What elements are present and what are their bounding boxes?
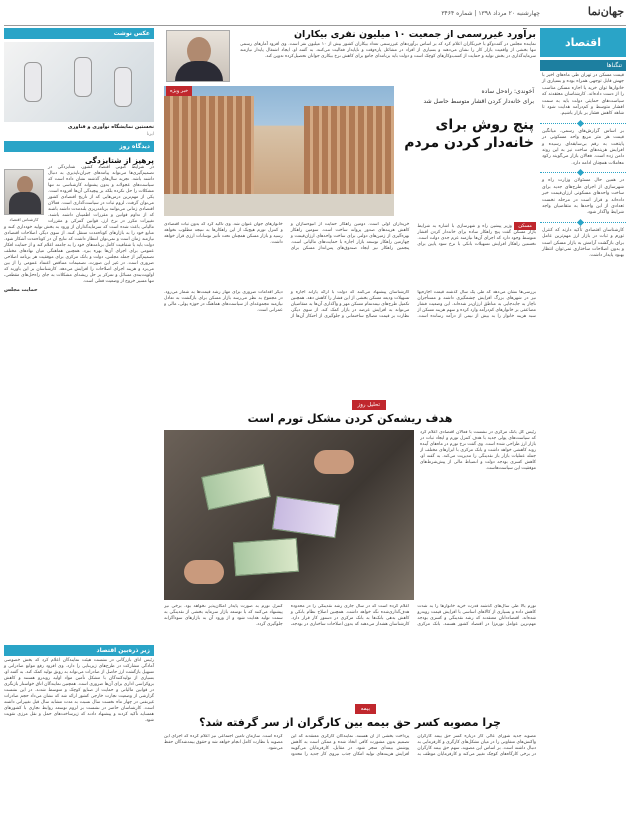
insurance-label: بیمه	[355, 704, 376, 714]
inflation-side-text: رئیس کل بانک مرکزی در نشست با فعالان اقتصادی اعلام کرد که سیاست‌های پولی جدید با هدف کنترل تورم و ایجاد ثبات در بازار ارز طراحی شده است. وی گفت نرخ تورم در ماه‌های آینده روند کاهشی خواهد داشت و بانک مرکزی با ابزارهای مختلف از جمله عملیات بازار باز نقدینگی را مدیریت می‌کند. به گفته او، کاهش کسری بودجه دولت و انضباط مالی از پیش‌شرط‌های موفقیت این سیاست‌هاست.	[420, 430, 536, 471]
author-photo	[4, 169, 44, 215]
building-left	[164, 96, 254, 196]
opinion-signoff: حمایت مجلس	[4, 287, 38, 293]
divider	[540, 172, 626, 173]
housing-followup	[164, 290, 536, 398]
opinion-body-text: در شرایط کنونی اقتصاد کشور، شتابزدگی در تصمیم‌گیری‌ها می‌تواند پیامدهای جبران‌ناپذیری به دنبال داشته باشد. تجربه سال‌های گذشته نشان داده است که سیاست‌های عجولانه و بدون پشتوانه کارشناسی نه تنها مشکلات را حل نکرده بلکه بر پیچیدگی آن‌ها افزوده است. یکی از مهم‌ترین درس‌هایی که از تاریخ اقتصادی کشور می‌توان گرفت، لزوم ثبات در سیاست‌گذاری است. فعالان اقتصادی زمانی می‌توانند برنامه‌ریزی بلندمدت داشته باشند که از تداوم قوانین و مقررات اطمینان داشته باشند. تغییرات مکرر در نرخ ارز، قوانین گمرکی و مقررات مالیاتی باعث شده است که سرمایه‌گذاران از ورود به بخش تولید خودداری کنند و منابع خود را به بازارهای کوتاه‌مدت منتقل کنند. از سوی دیگر، اصلاحات اقتصادی نیازمند زمان است و نمی‌توان انتظار داشت که نتایج آن در کوتاه‌مدت آشکار شود. دولت باید با شفافیت کامل برنامه‌های خود را به جامعه اعلام کند و از حمایت افکار عمومی برای اجرای آن‌ها بهره ببرد. همچنین هماهنگی میان نهادهای مختلف تصمیم‌گیر از جمله مجلس، دولت و بانک مرکزی برای موفقیت هر برنامه اصلاحی ضروری است. در غیر این صورت، تصمیمات متناقض اعتماد عمومی را از بین می‌برد و هزینه اجرای اصلاحات را افزایش می‌دهد. کارشناسان بر این باورند که اولویت‌بندی مسائل و تمرکز بر حل ریشه‌ای مشکلات به جای راه‌حل‌های مقطعی، تنها مسیر خروج از وضعیت فعلی است.	[4, 165, 154, 284]
hero-body	[164, 222, 536, 286]
divider	[540, 222, 626, 223]
banknote	[201, 464, 271, 511]
robot	[114, 67, 132, 107]
photo-credit: ایرنا	[146, 132, 154, 137]
hero-title: پنج روش برای خانه‌دار کردن مردم	[404, 117, 534, 151]
top-story-body: نماینده مجلس در گفت‌وگو با خبرنگاران اعلام کرد که بر اساس برآوردهای غیررسمی تعداد بیکاران کشور بیش از ۱۰ میلیون نفر است. وی افزود آمارهای رسمی تنها بخشی از واقعیت بازار کار را نشان می‌دهند و بسیاری از افراد در مشاغل پاره‌وقت و ناپایدار فعالیت می‌کنند. به گفته او، ایجاد اشتغال پایدار نیازمند سرمایه‌گذاری در بخش تولید و حمایت از کسب‌وکارهای کوچک است و دولت باید برنامه‌ای جامع برای کاهش نرخ بیکاری جوانان تحصیل‌کرده تدوین کند.	[240, 42, 536, 59]
top-story	[164, 28, 536, 84]
inflation-label: تحلیل روز	[352, 400, 386, 410]
portrait-suit	[175, 61, 223, 82]
hero-body-text: وزیر پیشین راه و شهرسازی با اشاره به شرایط بازار مسکن گفت پنج راهکار ساده برای خانه‌دار کردن اقشار متوسط وجود دارد که اجرای آن‌ها نیازمند عزم جدی دولت است. نخستین راهکار افزایش تسهیلات بانکی با نرخ سود پایین برای خریداران اولی است. دومین راهکار حمایت از انبوه‌سازان و کاهش هزینه‌های صدور پروانه ساخت است. سومین راهکار بهره‌گیری از زمین‌های دولتی برای ساخت واحدهای ارزان‌قیمت و چهارمین راهکار توسعه بازار اجاره با حمایت‌های مالیاتی است. پنجمین راهکار نیز ایجاد صندوق‌های پس‌انداز مسکن برای خانوارهای جوان عنوان شد. وی تأکید کرد که بدون ثبات اقتصادی و کنترل تورم هیچ‌یک از این راهکارها به نتیجه مطلوب نخواهد رسید و بازار مسکن همچنان تحت تأثیر نوسانات ارزی قرار خواهد داشت.	[164, 222, 536, 251]
road	[164, 194, 394, 216]
right-paragraph: قیمت مسکن در تهران طی ماه‌های اخیر با جهش قابل توجهی همراه بوده و بسیاری از خانوارها توان خرید یا اجاره مسکن مناسب را از دست داده‌اند. کارشناسان معتقدند که سیاست‌های حمایتی دولت باید به سمت اقشار متوسط و کم‌درآمد هدایت شود تا شاهد کاهش فشار بر بازار باشیم.	[542, 73, 624, 117]
opinion-section-head: دیدگاه روز	[4, 141, 154, 152]
hero-story	[164, 86, 536, 286]
author-name: کارشناس اقتصاد	[9, 217, 39, 222]
news-body: رئیس اتاق بازرگانی در نشست هیئت نمایندگان اعلام کرد که بخش خصوصی آمادگی مشارکت در طرح‌های زیربنایی را دارد. وی افزود رفع موانع صادراتی و تسهیل بازگشت ارز حاصل از صادرات می‌تواند به رونق تولید کمک کند. به گفته او، بسیاری از تولیدکنندگان با مشکل تأمین مواد اولیه روبه‌رو هستند و کاهش بروکراسی اداری برای آن‌ها ضروری است. همچنین نمایندگان اتاق خواستار بازنگری در قوانین مالیاتی و حمایت از صنایع کوچک و متوسط شدند. در این نشست گزارشی از وضعیت تجارت خارجی کشور ارائه شد که نشان می‌داد حجم صادرات غیرنفتی در چهار ماه نخست سال نسبت به مدت مشابه سال قبل تغییراتی داشته است. کارشناسان حاضر در نشست بر لزوم توسعه روابط تجاری با کشورهای همسایه تأکید کردند و پیشنهاد دادند که زیرساخت‌های حمل و نقل مرزی تقویت شود.	[4, 658, 154, 723]
news-section-head: زیر ذره‌بین اقتصاد	[4, 645, 154, 656]
left-column	[4, 28, 154, 816]
robot	[24, 62, 42, 102]
opinion-article	[4, 165, 154, 645]
right-column	[540, 28, 626, 816]
expo-caption: نخستین نمایشگاه نوآوری و فناوری	[67, 124, 154, 130]
masthead	[4, 4, 626, 26]
issue-info: چهارشنبه ۲۰ مرداد ۱۳۹۸ | شماره ۳۴۶۴	[441, 10, 540, 17]
portrait-photo	[166, 30, 230, 82]
category-tag: مسکن	[514, 222, 536, 230]
robot	[74, 57, 92, 97]
hero-subkicker: برای خانه‌دار کردن اقشار متوسط حاصل شد	[423, 98, 534, 105]
newspaper-logo: جهان‌نما	[587, 5, 624, 18]
main-column	[164, 28, 536, 816]
banknotes-photo	[164, 430, 414, 600]
inflation-title: هدف ریشه‌کن کردن مشکل تورم است	[247, 412, 453, 425]
hand	[184, 560, 224, 584]
followup-body: بررسی‌ها نشان می‌دهد که طی یک سال گذشته قیمت اجاره‌بها نیز در شهرهای بزرگ افزایش چشمگیری داشته و مستأجران ناچار به جابه‌جایی به مناطق ارزان‌تر شده‌اند. این وضعیت فشار مضاعفی بر خانوارهای کم‌درآمد وارد کرده و سهم هزینه مسکن از سبد هزینه خانوار را به بیش از نیمی از درآمد رسانده است. کارشناسان پیشنهاد می‌کنند که دولت با ارائه یارانه اجاره و تسهیلات ودیعه مسکن بخشی از این فشار را کاهش دهد. همچنین تکمیل طرح‌های نیمه‌تمام مسکن مهر و واگذاری آن‌ها به متقاضیان می‌تواند به افزایش عرضه در بازار کمک کند. از سوی دیگر، نظارت بر قیمت مصالح ساختمانی و جلوگیری از احتکار آن‌ها از دیگر اقدامات ضروری برای مهار رشد قیمت‌ها به شمار می‌رود. در مجموع به نظر می‌رسد بازار مسکن برای بازگشت به تعادل نیازمند مجموعه‌ای از سیاست‌های هماهنگ در حوزه پولی، مالی و عمرانی است.	[164, 290, 536, 319]
insurance-story	[164, 704, 536, 816]
section-title: اقتصاد	[540, 28, 626, 57]
insurance-body: مصوبه جدید شورای عالی کار درباره کسر حق بیمه کارگران واکنش‌های متفاوتی را در میان تشکل‌های کارگری و کارفرمایی به دنبال داشته است. بر اساس این مصوبه، سهم حق بیمه کارگران در برخی کارگاه‌های کوچک تغییر می‌کند و کارفرمایان موظف به پرداخت بخشی از آن هستند. نمایندگان کارگری معتقدند که این تصمیم بدون مشورت کافی اتخاذ شده و ممکن است به کاهش پوشش بیمه‌ای منجر شود. در مقابل، کارفرمایان می‌گویند افزایش هزینه‌های تولید امکان جذب نیروی کار جدید را محدود کرده است. سازمان تأمین اجتماعی نیز اعلام کرده که اجرای این مصوبه با نظارت کامل انجام خواهد شد و حقوق بیمه‌شدگان حفظ می‌شود.	[164, 734, 536, 757]
opinion-title: پرهیز از شتابزدگی	[84, 156, 154, 165]
inflation-body: تورم بالا طی سال‌های گذشته قدرت خرید خانوارها را به شدت کاهش داده و بسیاری از کالاهای اساسی با افزایش قیمت روبه‌رو شده‌اند. اقتصاددانان معتقدند که رشد نقدینگی و کسری بودجه مهم‌ترین عوامل تورم‌زا در اقتصاد کشور هستند. بانک مرکزی اعلام کرده است که در سال جاری رشد نقدینگی را در محدوده هدف‌گذاری‌شده نگه خواهد داشت. همچنین اصلاح نظام بانکی و کاهش بدهی بانک‌ها به بانک مرکزی در دستور کار قرار دارد. کارشناسان هشدار می‌دهند که بدون اصلاحات ساختاری در بودجه، کنترل تورم به صورت پایدار امکان‌پذیر نخواهد بود. برخی نیز پیشنهاد می‌کنند که با توسعه بازار سرمایه بخشی از نقدینگی به سمت تولید هدایت شود و از ورود آن به بازارهای سوداگرانه جلوگیری گردد.	[164, 604, 536, 627]
photo-tag: خبر ویژه	[166, 86, 192, 96]
housing-photo	[164, 86, 394, 216]
photo-section-head: عکس نوشت	[4, 28, 154, 39]
expo-photo	[4, 42, 154, 122]
banknote	[272, 496, 340, 539]
hand	[314, 450, 354, 474]
hero-kicker: آخوندی: راه‌حل ساده	[481, 88, 534, 95]
banknote	[233, 538, 299, 576]
divider	[540, 123, 626, 124]
right-paragraph: بر اساس گزارش‌های رسمی، میانگین قیمت هر متر مربع واحد مسکونی در پایتخت به رقم بی‌سابقه‌ای رسیده و افزایش هزینه‌های ساخت نیز به این روند دامن زده است. فعالان بازار می‌گویند رکود معاملات همچنان ادامه دارد.	[542, 128, 624, 166]
building-right	[304, 106, 394, 196]
diamond-bullet-icon	[577, 169, 584, 176]
right-paragraph: در همین حال مسئولان وزارت راه و شهرسازی از اجرای طرح‌های جدید برای ساخت واحدهای مسکونی ارزان‌قیمت خبر داده‌اند و قرار است در مرحله نخست تعدادی از این واحدها به متقاضیان واجد شرایط واگذار شود.	[542, 178, 624, 216]
insurance-title: چرا مصوبه کسر حق بیمه بین کارگران از سر گرفته شد؟	[199, 716, 501, 729]
top-story-headline: برآورد غیررسمی از جمعیت ۱۰ میلیون نفری بیکاران	[293, 29, 536, 40]
right-paragraph: کارشناسان اقتصادی تأکید دارند که کنترل تورم و ثبات در بازار ارز مهم‌ترین عامل برای بازگشت آرامش به بازار مسکن است و بدون اصلاحات ساختاری نمی‌توان انتظار بهبود پایدار داشت.	[542, 227, 624, 259]
diamond-bullet-icon	[577, 120, 584, 127]
right-subheading: تنگناها	[540, 60, 626, 71]
inflation-story	[164, 400, 536, 700]
diamond-bullet-icon	[577, 219, 584, 226]
author-body	[9, 192, 41, 215]
